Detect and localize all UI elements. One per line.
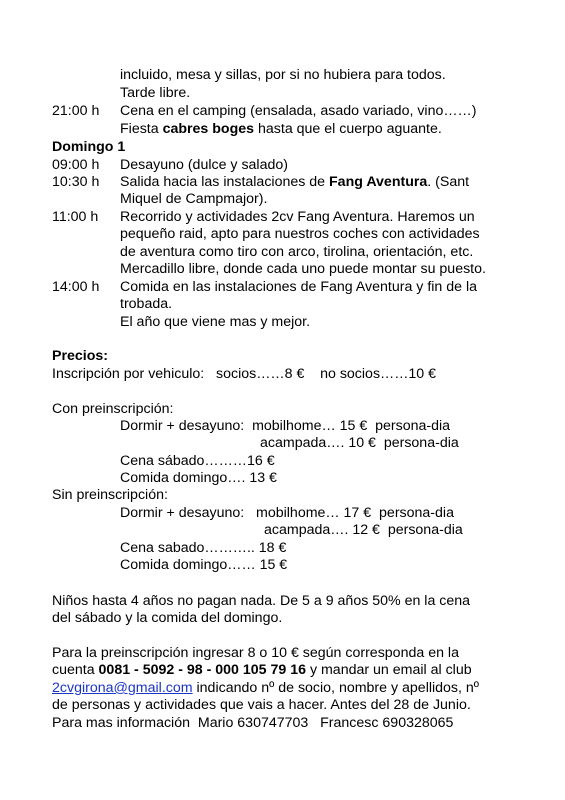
time-0900: 09:00 h <box>52 157 100 173</box>
event-1400-line-1: Comida en las instalaciones de Fang Aventura y fin de la <box>120 279 478 295</box>
venue-name-bold: Fang Aventura <box>329 174 428 190</box>
text-fragment: Salida hacia las instalaciones de <box>120 174 330 190</box>
preinscripcion-line-2 <box>52 662 472 679</box>
text-fragment: cuenta <box>52 662 99 678</box>
email-link[interactable]: 2cvgirona@gmail.com <box>52 680 193 696</box>
time-1400: 14:00 h <box>52 279 100 295</box>
inscripcion-line: Inscripción por vehiculo: socios……8 € no socios……10 € <box>52 366 437 382</box>
party-name-bold: cabres boges <box>162 121 255 137</box>
event-0900-text: Desayuno (dulce y salado) <box>120 157 288 173</box>
con-cena-line: Cena sábado………16 € <box>120 453 275 469</box>
section-heading-domingo: Domingo 1 <box>52 139 126 155</box>
time-1100: 11:00 h <box>52 209 99 225</box>
time-2100: 21:00 h <box>52 103 100 119</box>
event-1030-line-2: Miquel de Campmajor). <box>120 191 268 207</box>
event-1100-line-1: Recorrido y actividades 2cv Fang Aventura. Haremos un <box>120 209 475 225</box>
sin-dormir-line-1: Dormir + desayuno: mobilhome… 17 € persona-dia <box>120 505 454 521</box>
sat-cont-line-1: incluido, mesa y sillas, por si no hubiera para todos. <box>120 67 446 83</box>
preinscripcion-line-4: de personas y actividades que vais a hacer. Antes del 28 de Junio. <box>52 697 471 713</box>
sin-dormir-line-2: acampada…. 12 € persona-dia <box>264 522 463 538</box>
contact-info-line: Para mas información Mario 630747703 Francesc 690328065 <box>52 715 454 731</box>
event-2100-line-2 <box>120 121 442 138</box>
event-1400-line-3: El año que viene mas y mejor. <box>120 314 311 330</box>
ninos-line-1: Niños hasta 4 años no pagan nada. De 5 a 9 años 50% en la cena <box>52 593 471 609</box>
ninos-line-2: del sábado y la comida del domingo. <box>52 610 283 626</box>
text-fragment: Fiesta <box>120 121 163 137</box>
con-preinscripcion-heading: Con preinscripción: <box>52 401 174 417</box>
text-fragment: indicando nº de socio, nombre y apellidos, nº <box>192 680 479 696</box>
con-dormir-line-2: acampada…. 10 € persona-dia <box>260 435 459 451</box>
section-heading-precios: Precios: <box>52 348 108 364</box>
text-fragment: . (Sant <box>427 174 470 190</box>
event-2100-text: Cena en el camping (ensalada, asado variado, vino……) <box>120 103 477 119</box>
event-1400-line-2: trobada. <box>120 296 173 312</box>
event-1100-line-4: Mercadillo libre, donde cada uno puede montar su puesto. <box>120 261 486 277</box>
sin-preinscripcion-heading: Sin preinscripción: <box>52 487 168 503</box>
preinscripcion-line-3 <box>52 680 479 697</box>
bank-account-number: 0081 - 5092 - 98 - 000 105 79 16 <box>98 662 307 678</box>
sat-cont-line-2: Tarde libre. <box>120 85 191 101</box>
event-1100-line-2: pequeño raid, apto para nuestros coches con actividades <box>120 226 480 242</box>
sin-cena-line: Cena sabado……….. 18 € <box>120 540 287 556</box>
preinscripcion-line-1: Para la preinscripción ingresar 8 o 10 € según corresponda en la <box>52 645 459 661</box>
sin-comida-line: Comida domingo…… 15 € <box>120 557 288 573</box>
con-dormir-line-1: Dormir + desayuno: mobilhome… 15 € persona-dia <box>120 418 451 434</box>
text-fragment: hasta que el cuerpo aguante. <box>254 121 442 137</box>
event-1100-line-3: de aventura como tiro con arco, tirolina, orientación, etc. <box>120 244 474 260</box>
event-1030-line-1 <box>120 174 469 191</box>
time-1030: 10:30 h <box>52 174 100 190</box>
text-fragment: y mandar un email al club <box>306 662 472 678</box>
con-comida-line: Comida domingo…. 13 € <box>120 470 277 486</box>
